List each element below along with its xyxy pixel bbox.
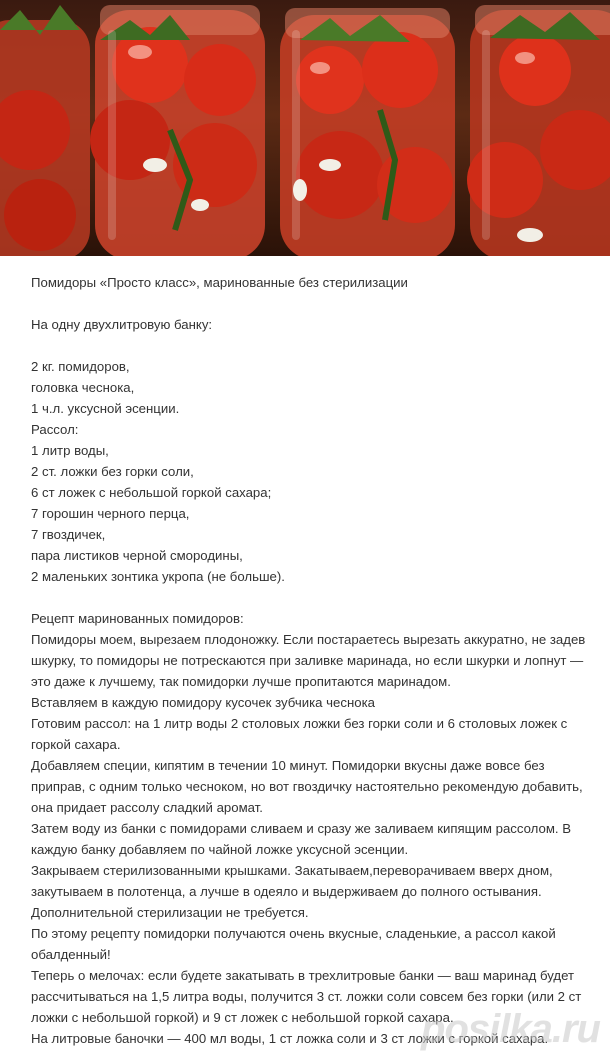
method-paragraph: На литровые баночки — 400 мл воды, 1 ст ложка соли и 3 ст ложки с горкой сахара. [31, 1031, 549, 1046]
method-paragraph: Добавляем специи, кипятим в течении 10 минут. Помидорки вкусны даже вовсе без приправ, с одним только чесноком, но вот гвоздичку настоятельно рекомендую добавить, она придает рассолу сладкий аромат. [31, 758, 583, 815]
recipe-title: Помидоры «Просто класс», маринованные без стерилизации [31, 275, 408, 290]
site-watermark: posilka.ru [421, 1007, 600, 1051]
method-paragraph: Закрываем стерилизованными крышками. Закатываем,переворачиваем вверх дном, закутываем в полотенца, а лучше в одеяло и выдерживаем до полного остывания. Дополнительной стерилизации не требуется. [31, 863, 553, 920]
method-paragraph: Помидоры моем, вырезаем плодоножку. Если постараетесь вырезать аккуратно, не задев шкурку, то помидоры не потрескаются при заливке маринада, но если шкурки и лопнут — это даже к лучшему, так помидорки лучше пропитаются маринадом. [31, 632, 586, 689]
ingredient-line: 7 горошин черного перца, [31, 506, 190, 521]
method-paragraph: По этому рецепту помидорки получаются очень вкусные, сладенькие, а рассол какой обалденный! [31, 926, 556, 962]
method-paragraph: Теперь о мелочах: если будете закатывать в трехлитровые банки — ваш маринад будет рассчитываться на 1,5 литра воды, получится 3 ст. ложки соли совсем без горки (или 2 ст ложки с небольшой горкой) и 9 ст ложек с небольшой горкой сахара. [31, 968, 582, 1025]
ingredient-line: 2 маленьких зонтика укропа (не больше). [31, 569, 285, 584]
pickled-tomatoes-jars-photo [0, 0, 610, 256]
recipe-photo [0, 0, 610, 256]
method-paragraph: Готовим рассол: на 1 литр воды 2 столовых ложки без горки соли и 6 столовых ложек с горкой сахара. [31, 716, 568, 752]
ingredient-line: пара листиков черной смородины, [31, 548, 243, 563]
recipe-text [31, 272, 591, 1049]
ingredient-line: 2 кг. помидоров, [31, 359, 130, 374]
ingredient-line: 1 ч.л. уксусной эсенции. [31, 401, 180, 416]
method-title: Рецепт маринованных помидоров: [31, 611, 244, 626]
ingredient-line: 7 гвоздичек, [31, 527, 106, 542]
ingredient-line: 2 ст. ложки без горки соли, [31, 464, 194, 479]
method-paragraph: Вставляем в каждую помидору кусочек зубчика чеснока [31, 695, 375, 710]
ingredient-line: 1 литр воды, [31, 443, 109, 458]
ingredient-line: 6 ст ложек с небольшой горкой сахара; [31, 485, 272, 500]
recipe-subtitle: На одну двухлитровую банку: [31, 317, 213, 332]
ingredient-line: головка чеснока, [31, 380, 135, 395]
method-paragraph: Затем воду из банки с помидорами сливаем и сразу же заливаем кипящим рассолом. В каждую банку добавляем по чайной ложке уксусной эсенции. [31, 821, 572, 857]
ingredient-line: Рассол: [31, 422, 79, 437]
